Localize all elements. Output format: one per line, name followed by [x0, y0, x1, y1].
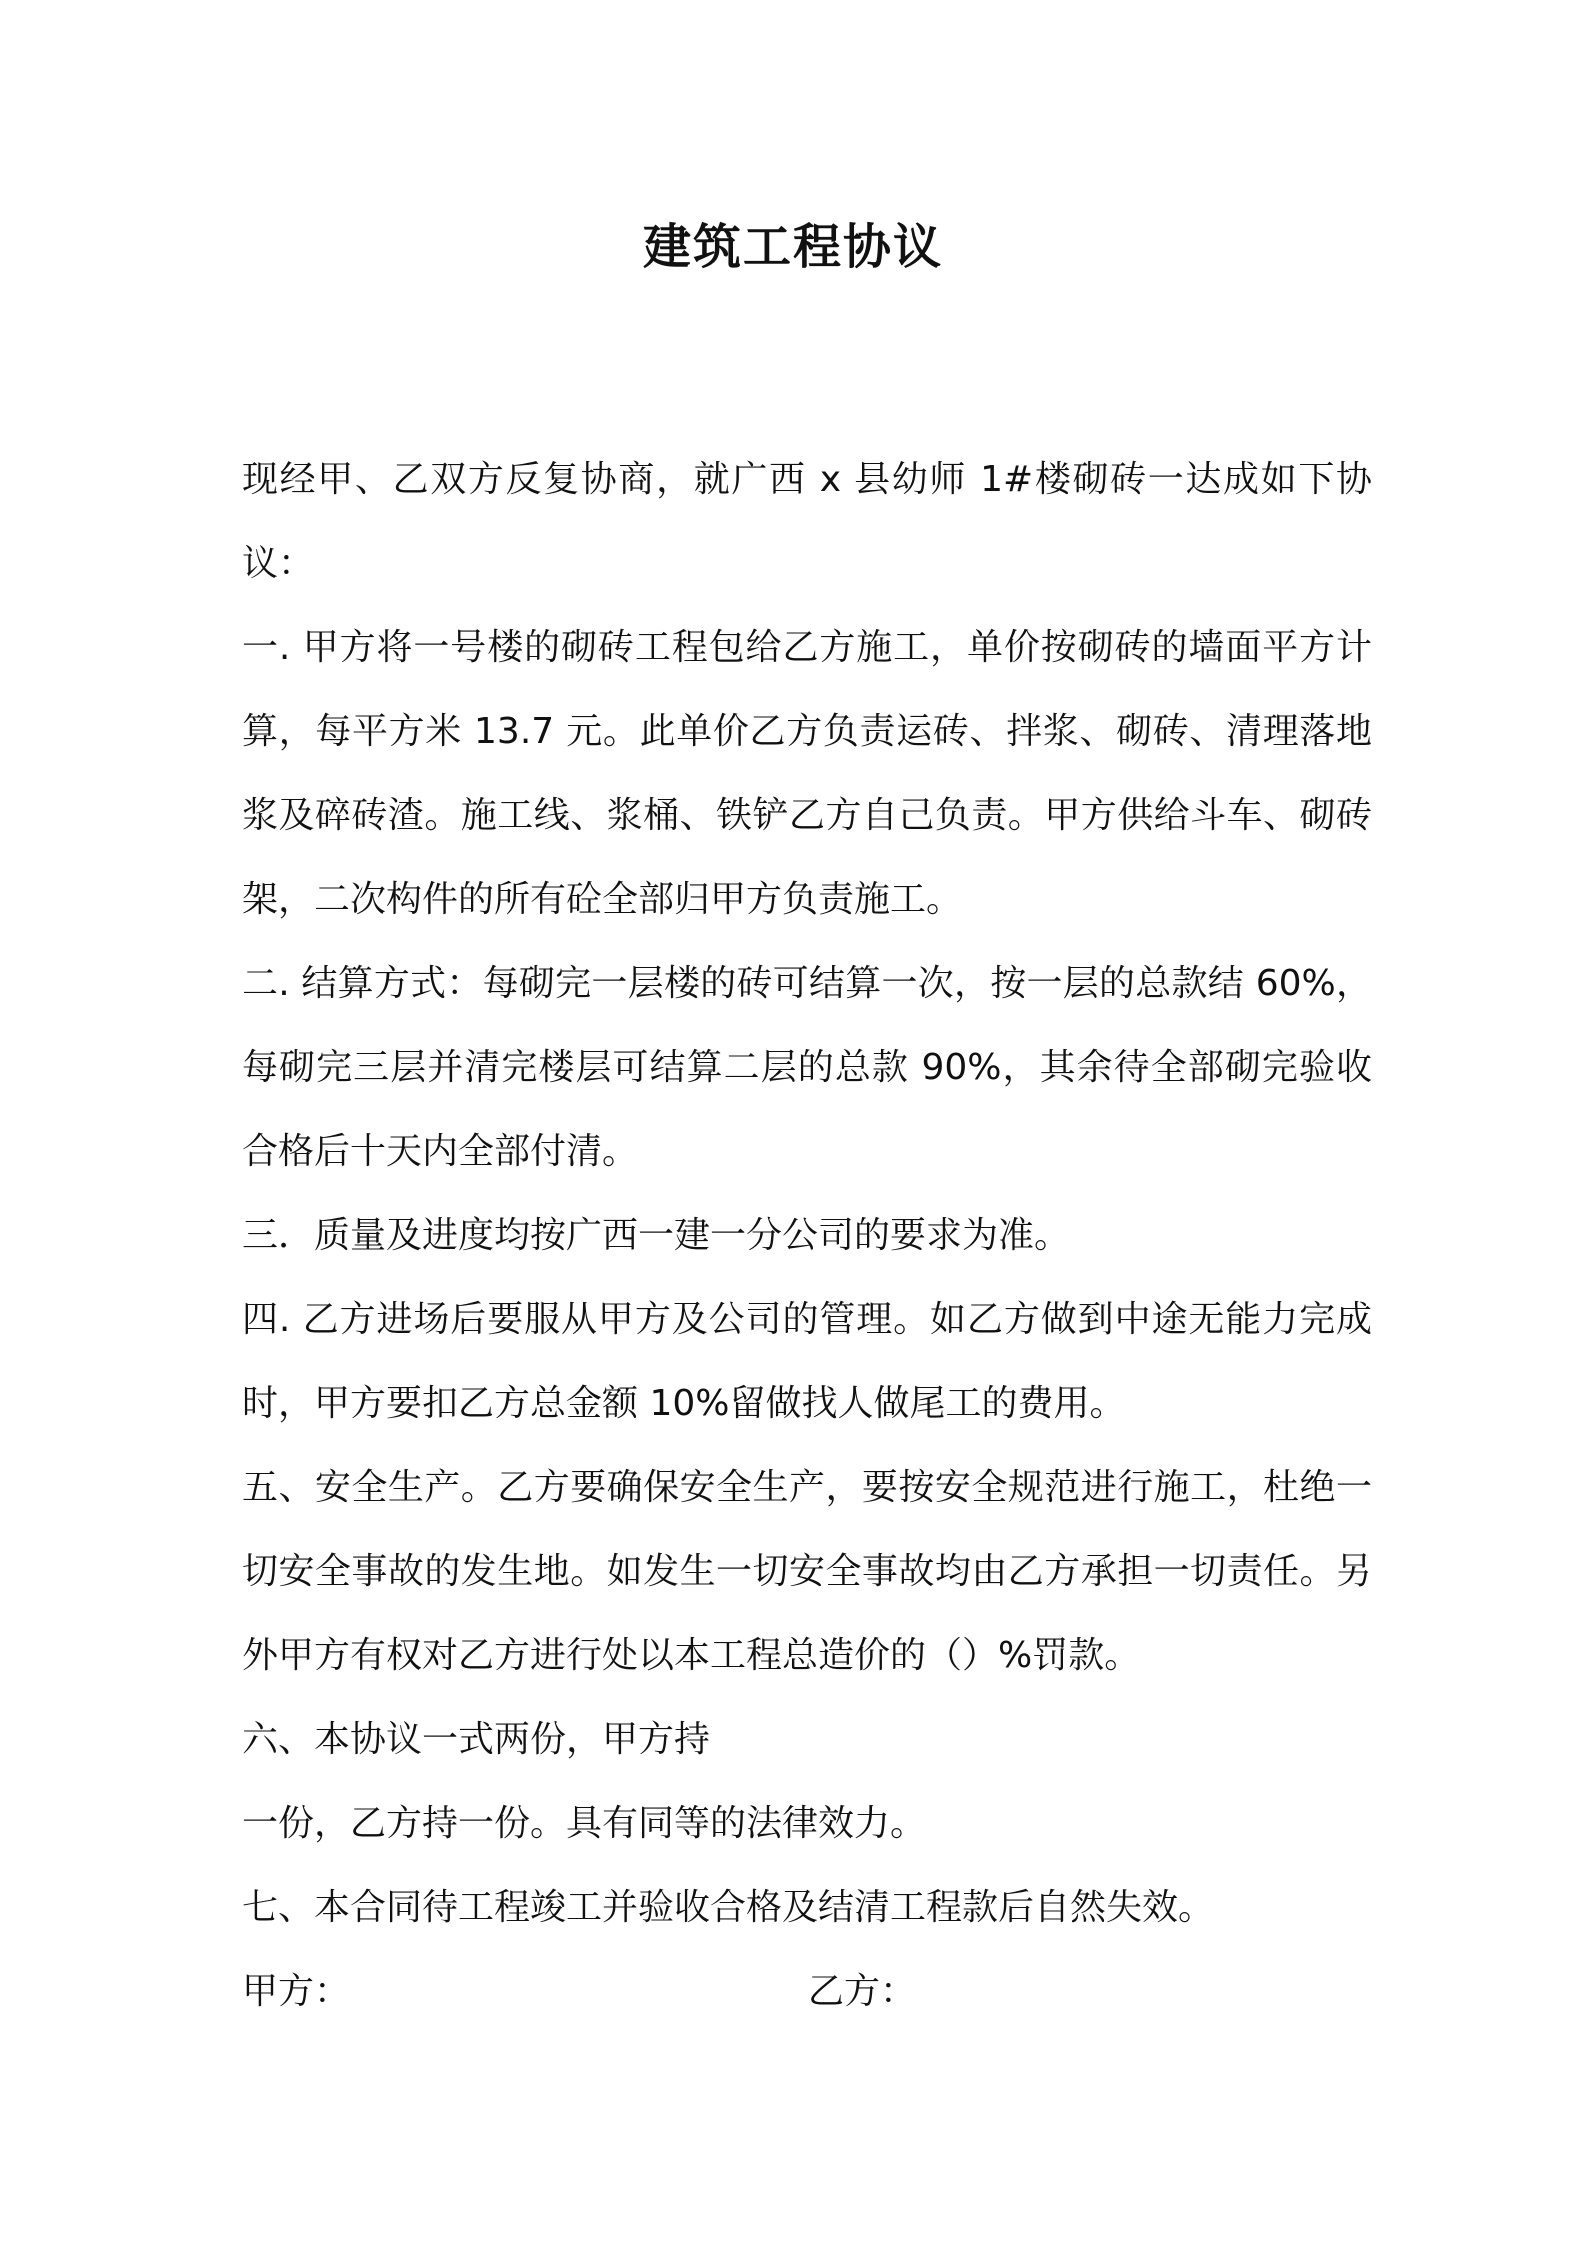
paragraph-clause-6a: 六、本协议一式两份，甲方持 [242, 1719, 711, 1760]
party-a-signature-label: 甲方： [242, 1971, 351, 2012]
party-b-signature-label: 乙方： [808, 1971, 917, 2012]
paragraph-intro: 现经甲、乙双方反复协商，就广西 x 县幼师 1#楼砌砖一达成如下协议： [242, 459, 1372, 584]
paragraph-clause-7: 七、本合同待工程竣工并验收合格及结清工程款后自然失效。 [242, 1887, 1215, 1928]
paragraph-clause-2: 二. 结算方式：每砌完一层楼的砖可结算一次，按一层的总款结 60%，每砌完三层并清完楼层可结算二层的总款 90%，其余待全部砌完验收合格后十天内全部付清。 [242, 963, 1372, 1172]
paragraph-clause-6b: 一份，乙方持一份。具有同等的法律效力。 [242, 1803, 927, 1844]
signature-row [242, 1950, 1372, 2034]
paragraph-clause-5: 五、安全生产。乙方要确保安全生产，要按安全规范进行施工，杜绝一切安全事故的发生地。如发生一切安全事故均由乙方承担一切责任。另外甲方有权对乙方进行处以本工程总造价的（）%罚款。 [242, 1467, 1372, 1676]
document-title: 建筑工程协议 [642, 219, 943, 275]
paragraph-clause-4: 四. 乙方进场后要服从甲方及公司的管理。如乙方做到中途无能力完成时，甲方要扣乙方总金额 10%留做找人做尾工的费用。 [242, 1299, 1372, 1424]
document-body [242, 438, 1372, 1950]
paragraph-clause-3: 三．质量及进度均按广西一建一分公司的要求为准。 [242, 1215, 1071, 1256]
paragraph-clause-1: 一. 甲方将一号楼的砌砖工程包给乙方施工，单价按砌砖的墙面平方计算，每平方米 13.7 元。此单价乙方负责运砖、拌浆、砌砖、清理落地浆及碎砖渣。施工线、浆桶、铁铲乙方自己负责。甲方供给斗车、砌砖架，二次构件的所有砼全部归甲方负责施工。 [242, 627, 1372, 920]
